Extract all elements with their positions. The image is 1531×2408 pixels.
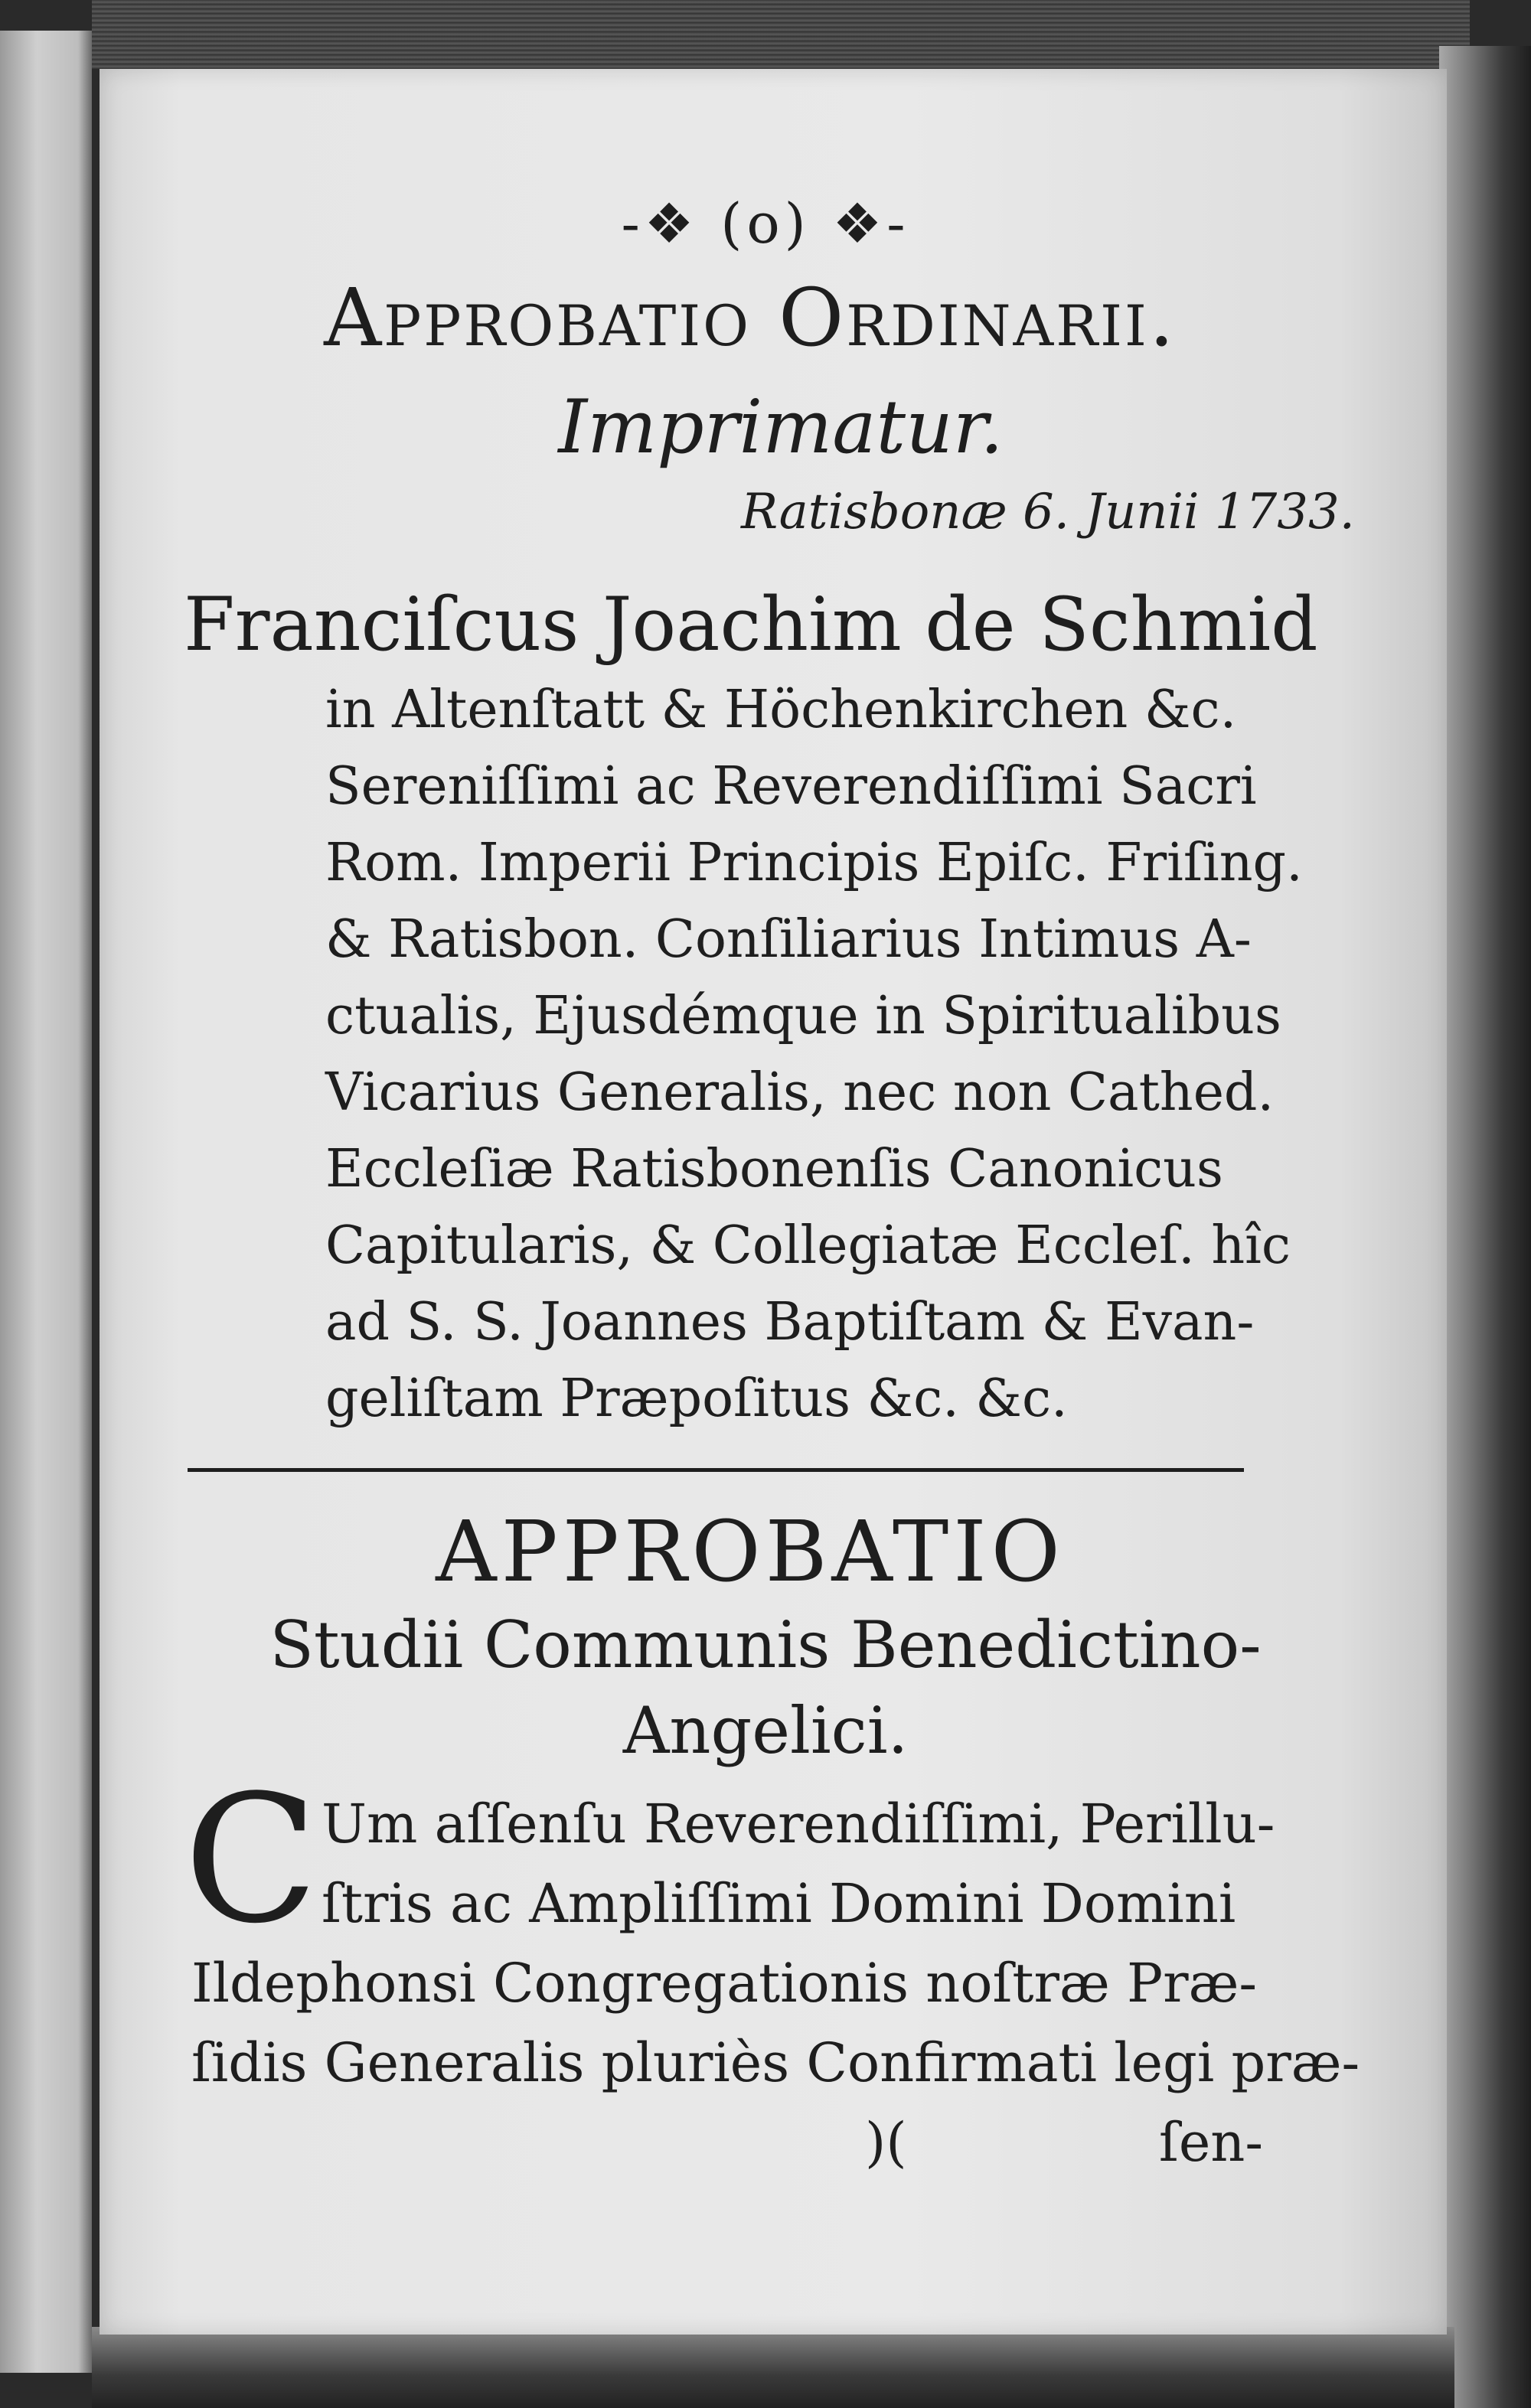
section-divider: [188, 1468, 1244, 1472]
approver-titles: [325, 672, 1370, 1437]
subtitle-line: Studii Communis Benedictino-: [269, 1607, 1262, 1682]
subtitle-line: Angelici.: [622, 1693, 909, 1768]
text-line: ad S. S. Joannes Baptiſtam & Evan-: [325, 1292, 1255, 1352]
text-line: Rom. Imperii Principis Epiſc. Friſing.: [325, 833, 1303, 893]
catchword: ſen-: [1158, 2111, 1263, 2174]
top-page-edges: [92, 0, 1470, 69]
text-line: Capitularis, & Collegiatæ Eccleſ. hîc: [325, 1215, 1291, 1276]
text-line: geliſtam Præpoſitus &c. &c.: [325, 1369, 1068, 1429]
right-page-edge: [1439, 46, 1531, 2408]
page-footer: [191, 2103, 1370, 2182]
paragraph-line: ſtris ac Ampliſſimi Domini Domini: [322, 1872, 1236, 1935]
text-line: ctualis, Ejusdémque in Spiritualibus: [325, 986, 1281, 1046]
text-line: Eccleſiæ Ratisbonenſis Canonicus: [325, 1139, 1223, 1199]
imprimatur-heading: Imprimatur.: [558, 384, 1004, 470]
text-line: Sereniſſimi ac Reverendiſſimi Sacri: [325, 756, 1257, 817]
header-ornament: -❖ (o) ❖-: [621, 191, 910, 256]
left-page-edge: [0, 31, 92, 2373]
drop-cap: C: [184, 1758, 318, 1963]
book-page: [100, 69, 1447, 2335]
paragraph-line: ſidis Generalis pluriès Confirmati legi præ-: [191, 2031, 1360, 2094]
title-approbatio-studii: APPROBATIO: [436, 1503, 1065, 1600]
dateline: Ratisbonæ 6. Junii 1733.: [740, 484, 1355, 540]
page-content: [184, 191, 1370, 2182]
paragraph-line: Um aſſenſu Reverendiſſimi, Perillu-: [322, 1793, 1275, 1855]
bottom-page-edge: [92, 2327, 1454, 2408]
approbation-paragraph: [184, 1758, 1370, 2182]
text-line: & Ratisbon. Conſiliarius Intimus A-: [325, 909, 1252, 970]
paragraph-line: Ildephonsi Congregationis noſtræ Præ-: [191, 1952, 1258, 2015]
text-line: Vicarius Generalis, nec non Cathed.: [325, 1062, 1275, 1123]
text-line: in Altenſtatt & Höchenkirchen &c.: [325, 680, 1237, 740]
title-approbatio-ordinarii: Approbatio Ordinarii.: [324, 271, 1177, 364]
approver-name: Franciſcus Joachim de Schmid: [184, 582, 1318, 667]
signature-mark: )(: [865, 2111, 907, 2174]
studii-subtitle: [191, 1602, 1370, 1773]
